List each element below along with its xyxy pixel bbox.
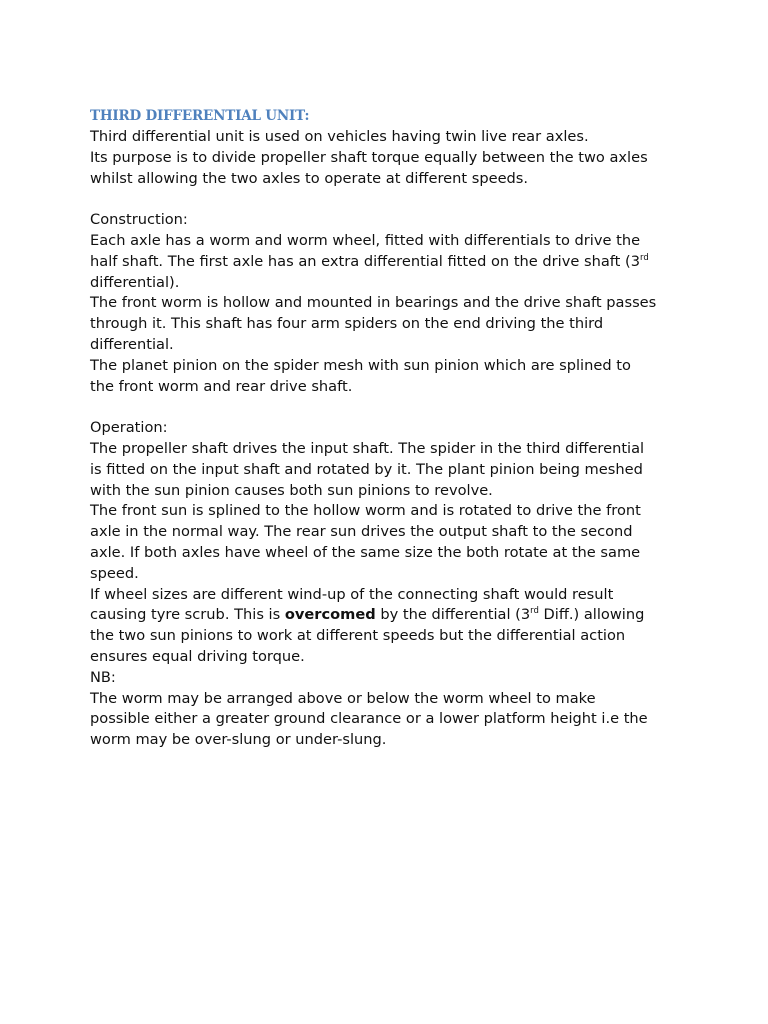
- document-title: THIRD DIFFERENTIAL UNIT:: [90, 108, 310, 124]
- bold-word: overcomed: [284, 606, 376, 624]
- operation-line-6: axle. If both axles have wheel of the same size the both rotate at the same: [90, 543, 641, 561]
- operation-line-11: ensures equal driving torque.: [90, 647, 305, 665]
- nb-line-3: worm may be over-slung or under-slung.: [90, 731, 387, 749]
- intro-line-3: whilst allowing the two axles to operate at different speeds.: [90, 169, 529, 187]
- construction-line-6: differential.: [90, 335, 174, 353]
- operation-line-7: speed.: [90, 564, 139, 582]
- operation-line-9-text-c: Diff.) allowing: [538, 606, 645, 624]
- construction-line-8: the front worm and rear drive shaft.: [90, 377, 353, 395]
- intro-line-1: Third differential unit is used on vehicles having twin live rear axles.: [90, 128, 589, 145]
- nb-line-2: possible either a greater ground clearance or a lower platform height i.e the: [90, 710, 648, 728]
- operation-heading: Operation:: [90, 419, 168, 437]
- document-page: [90, 106, 690, 751]
- paragraph-spacer: [90, 189, 690, 210]
- operation-line-9: [90, 605, 690, 626]
- operation-section: [90, 418, 690, 668]
- operation-line-2: is fitted on the input shaft and rotated by it. The plant pinion being meshed: [90, 460, 643, 478]
- operation-line-4: The front sun is splined to the hollow worm and is rotated to drive the front: [90, 502, 641, 520]
- construction-line-7: The planet pinion on the spider mesh with sun pinion which are splined to: [90, 356, 631, 374]
- construction-section: [90, 210, 690, 397]
- ordinal-superscript: rd: [530, 606, 539, 617]
- intro-section: [90, 127, 690, 189]
- intro-line-2: Its purpose is to divide propeller shaft torque equally between the two axles: [90, 148, 648, 166]
- construction-line-1: Each axle has a worm and worm wheel, fitted with differentials to drive the: [90, 231, 641, 249]
- operation-line-5: axle in the normal way. The rear sun drives the output shaft to the second: [90, 523, 633, 541]
- construction-line-5: through it. This shaft has four arm spiders on the end driving the third: [90, 315, 604, 333]
- construction-heading: Construction:: [90, 211, 188, 229]
- operation-line-8: If wheel sizes are different wind-up of the connecting shaft would result: [90, 585, 614, 603]
- nb-section: [90, 668, 690, 751]
- ordinal-superscript: rd: [640, 252, 649, 263]
- construction-line-2-text: half shaft. The first axle has an extra differential fitted on the drive shaft (3: [90, 252, 641, 270]
- operation-line-9-text-b: by the differential (3: [375, 606, 531, 624]
- operation-line-9-text-a: causing tyre scrub. This is: [90, 606, 285, 624]
- operation-line-1: The propeller shaft drives the input shaft. The spider in the third differential: [90, 439, 645, 457]
- construction-line-3: differential).: [90, 273, 180, 291]
- construction-line-2: [90, 252, 690, 273]
- paragraph-spacer: [90, 397, 690, 418]
- operation-line-3: with the sun pinion causes both sun pinions to revolve.: [90, 481, 493, 499]
- construction-line-4: The front worm is hollow and mounted in bearings and the drive shaft passes: [90, 294, 657, 312]
- nb-line-1: The worm may be arranged above or below the worm wheel to make: [90, 689, 596, 707]
- nb-heading: NB:: [90, 668, 116, 686]
- operation-line-10: the two sun pinions to work at different speeds but the differential action: [90, 627, 626, 645]
